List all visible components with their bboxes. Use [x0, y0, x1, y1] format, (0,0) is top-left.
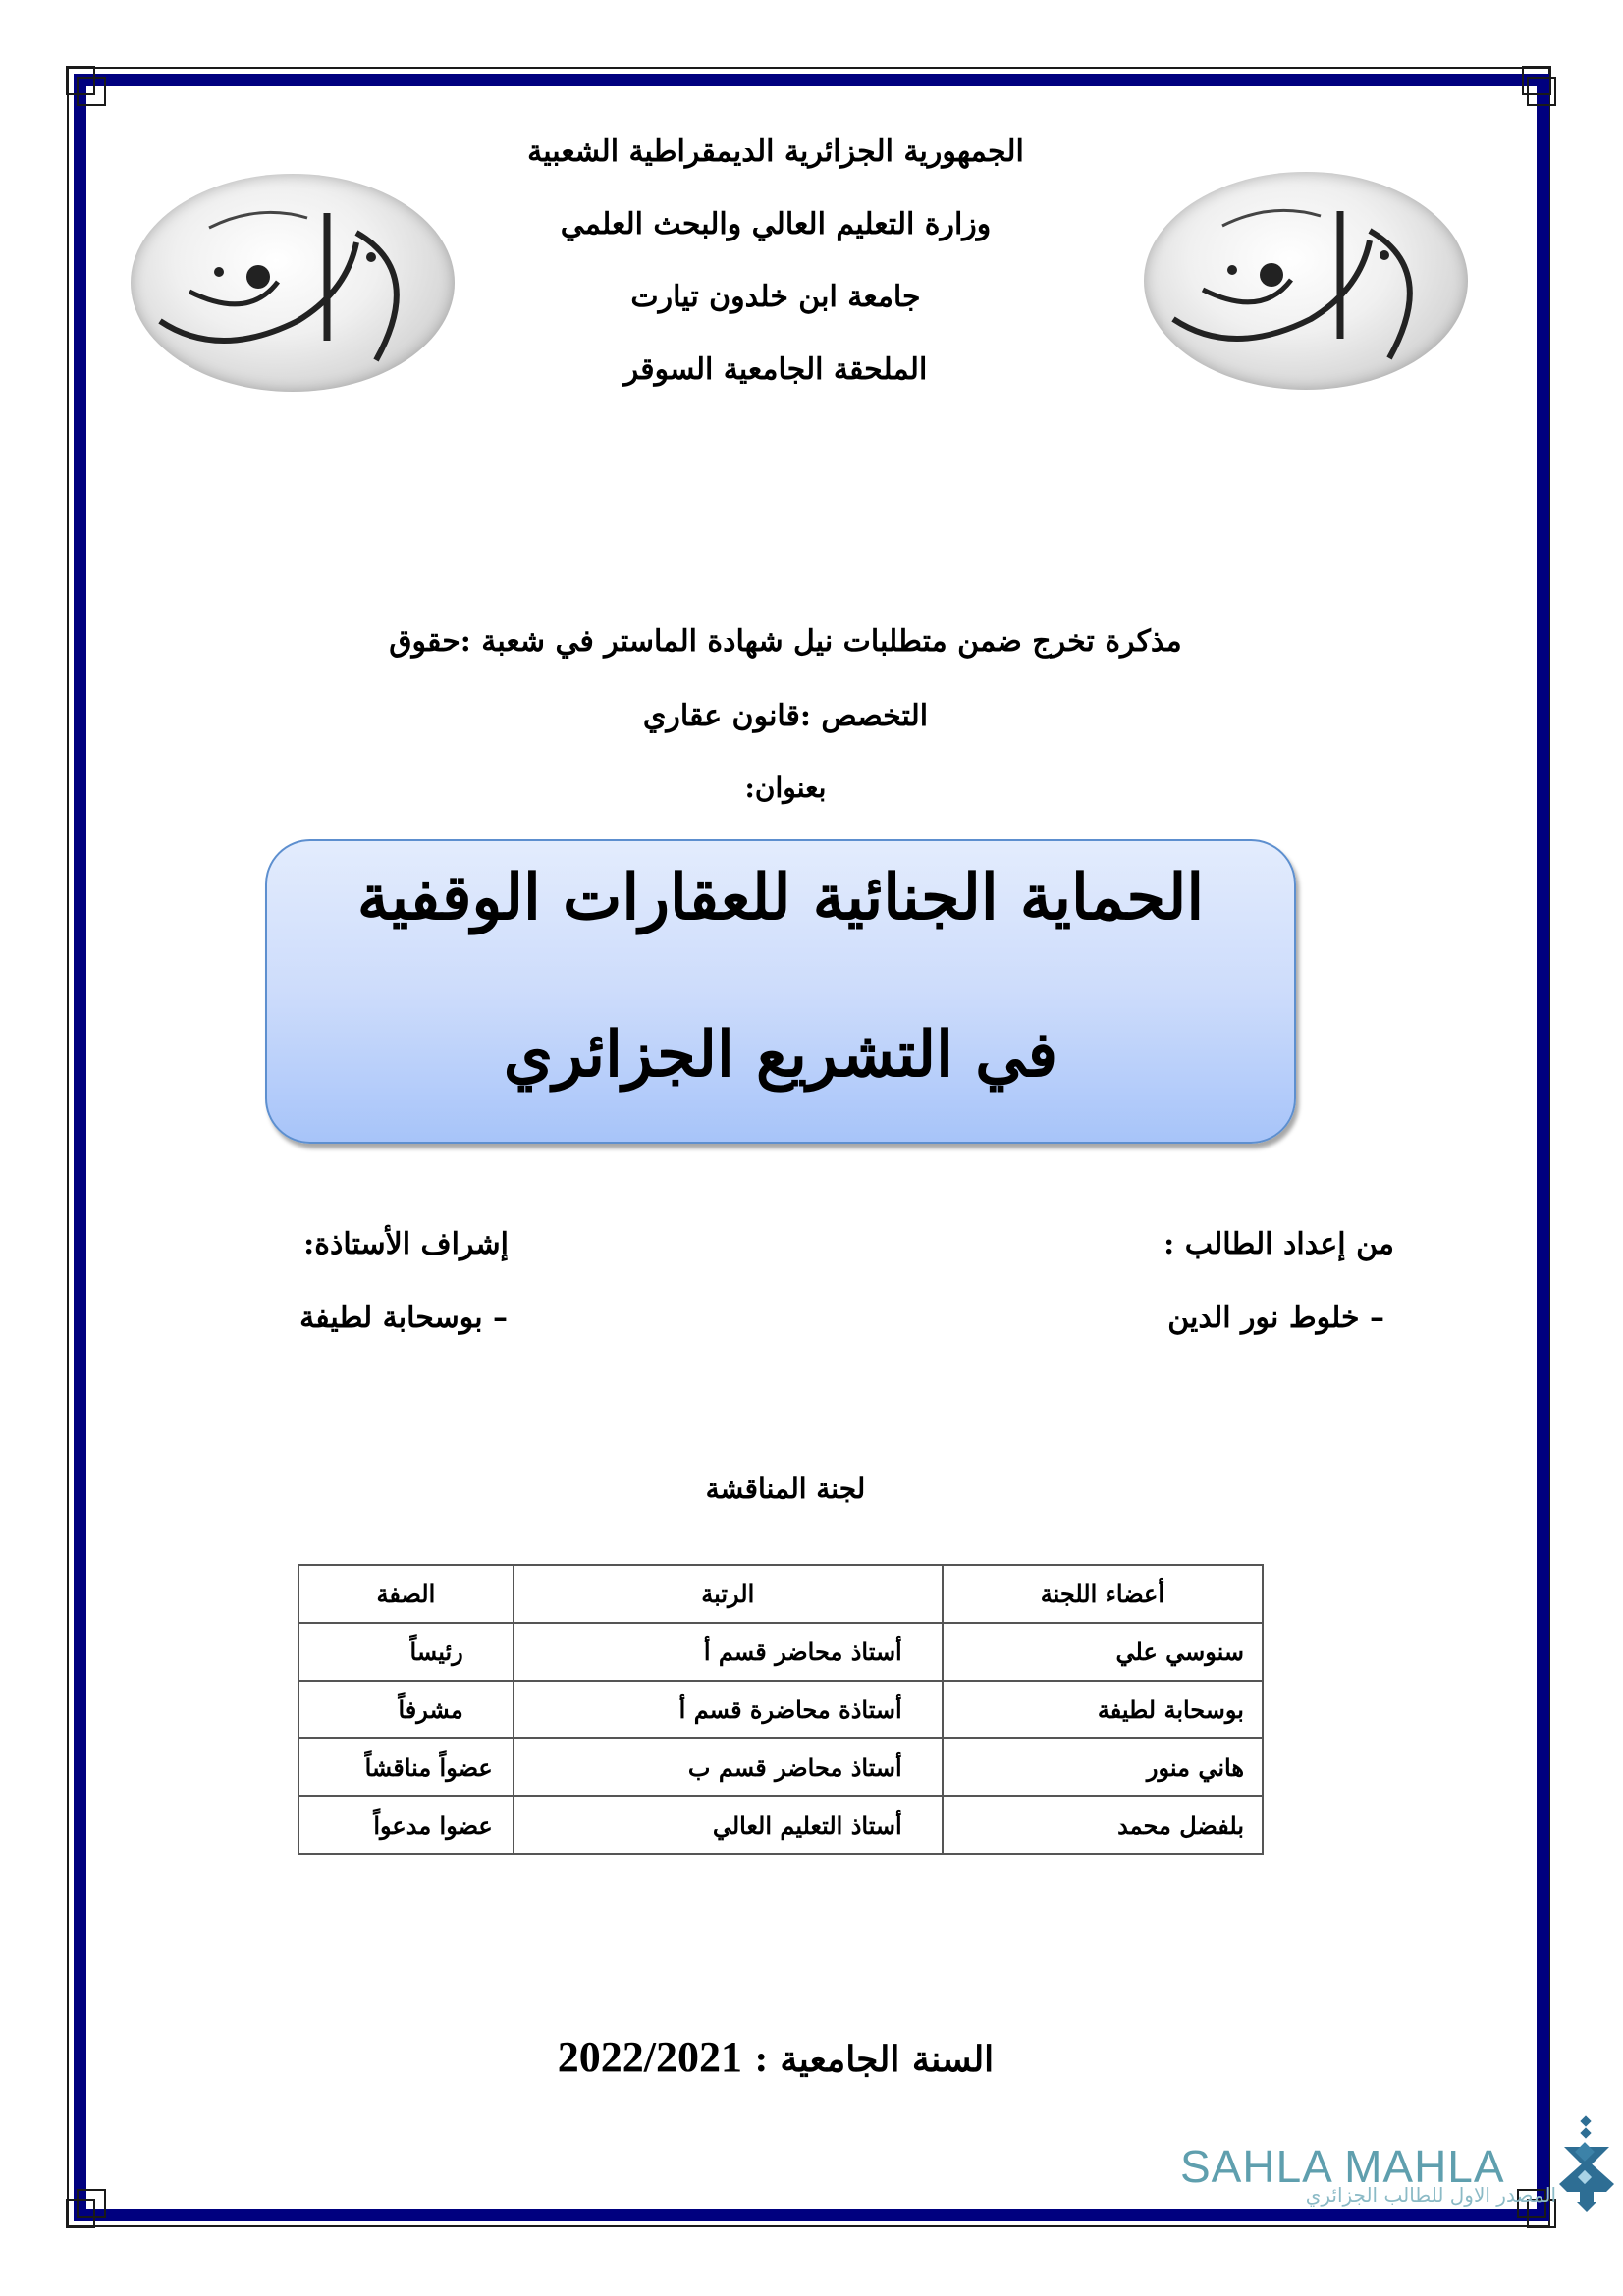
table-row: [298, 1623, 1263, 1681]
annex-name: الملحقة الجامعية السوقر: [623, 352, 928, 387]
institution-header: [471, 116, 1080, 406]
member-rank: أستاذ محاضر قسم أ: [514, 1623, 943, 1681]
member-name: هاني منور: [943, 1738, 1263, 1796]
thesis-title-box: [265, 839, 1296, 1144]
header-rank: الرتبة: [514, 1565, 943, 1623]
university-name: جامعة ابن خلدون تيارت: [630, 280, 921, 314]
university-logo-right: [1144, 172, 1468, 390]
member-role: رئيساً: [298, 1623, 514, 1681]
academic-year-value: 2022/2021: [557, 2033, 743, 2081]
thesis-title-line1: الحماية الجنائية للعقارات الوقفية: [356, 861, 1205, 934]
committee-title: لجنة المناقشة: [705, 1472, 866, 1505]
table-header-row: [298, 1565, 1263, 1623]
calligraphy-logo-icon: [1144, 172, 1468, 390]
member-name: سنوسي علي: [943, 1623, 1263, 1681]
supervisor-label: إشراف الأستاذة:: [303, 1227, 509, 1261]
member-role: عضواً مناقشاً: [298, 1738, 514, 1796]
thesis-title-line2: في التشريع الجزائري: [503, 1018, 1058, 1092]
corner-ornament: [77, 77, 106, 106]
academic-year: [550, 2032, 1001, 2082]
sahla-mahla-logo-icon: [1554, 2115, 1619, 2221]
supervisor-name: – بوسحابة لطيفة: [299, 1301, 508, 1335]
table-row: [298, 1796, 1263, 1854]
ministry-name: وزارة التعليم العالي والبحث العلمي: [560, 207, 992, 241]
watermark-tagline: المصدر الاول للطالب الجزائري: [1305, 2183, 1556, 2207]
corner-ornament: [1527, 77, 1556, 106]
academic-year-label: السنة الجامعية :: [754, 2039, 995, 2080]
header-role: الصفة: [298, 1565, 514, 1623]
member-rank: أستاذ التعليم العالي: [514, 1796, 943, 1854]
member-role: مشرفاً: [298, 1681, 514, 1738]
calligraphy-logo-icon: [131, 174, 455, 392]
university-logo-left: [131, 174, 455, 392]
specialty: التخصص :قانون عقاري: [642, 699, 929, 733]
table-row: [298, 1738, 1263, 1796]
member-rank: أستاذة محاضرة قسم أ: [514, 1681, 943, 1738]
member-rank: أستاذ محاضر قسم ب: [514, 1738, 943, 1796]
committee-table: [298, 1564, 1264, 1855]
title-label: بعنوان:: [744, 772, 827, 804]
table-row: [298, 1681, 1263, 1738]
member-name: بلفضل محمد: [943, 1796, 1263, 1854]
thesis-description: مذكرة تخرج ضمن متطلبات نيل شهادة الماستر في شعبة :حقوق: [389, 624, 1182, 659]
member-role: عضوا مدعواً: [298, 1796, 514, 1854]
corner-ornament: [77, 2189, 106, 2218]
member-name: بوسحابة لطيفة: [943, 1681, 1263, 1738]
student-name: – خلوط نور الدين: [1167, 1301, 1384, 1335]
country-name: الجمهورية الجزائرية الديمقراطية الشعبية: [527, 134, 1024, 169]
watermark-brand: SAHLA MAHLA: [1180, 2141, 1505, 2192]
prepared-by-label: من إعداد الطالب :: [1163, 1227, 1394, 1261]
header-members: أعضاء اللجنة: [943, 1565, 1263, 1623]
